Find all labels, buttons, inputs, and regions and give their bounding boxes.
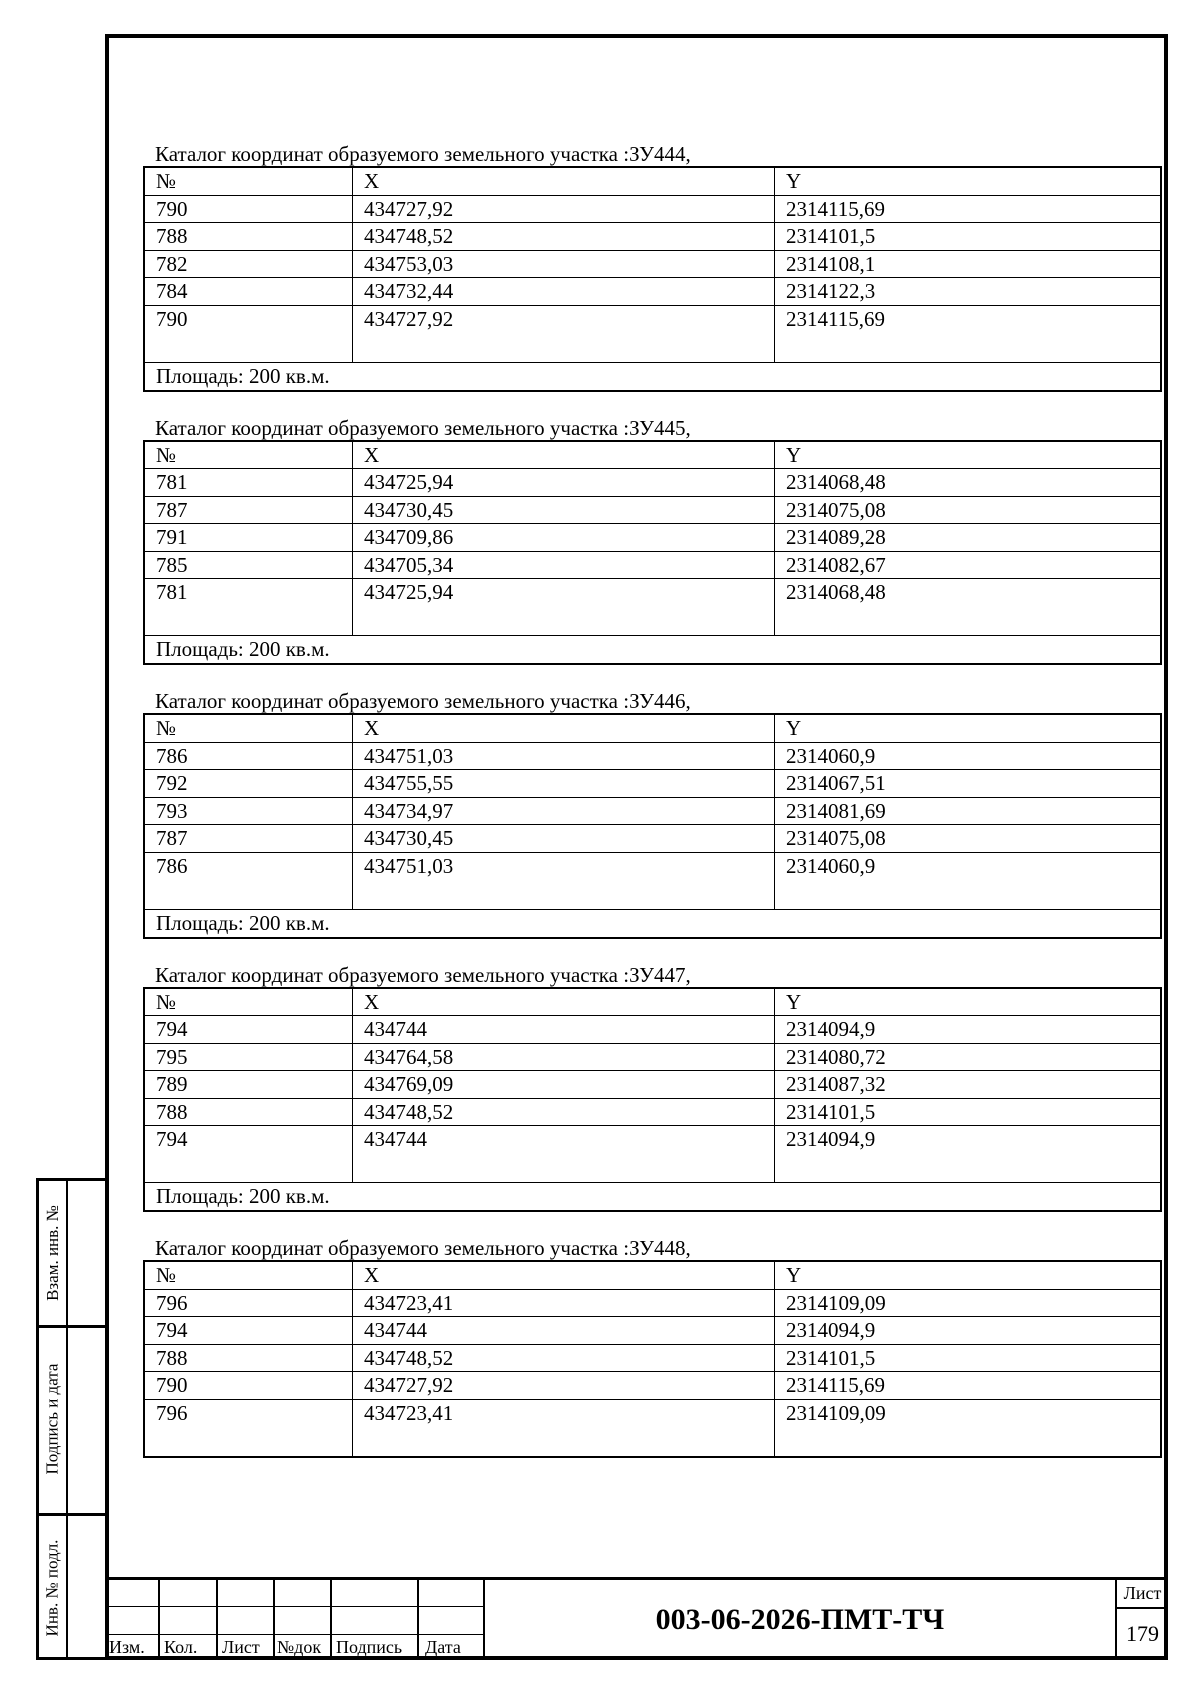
table-row (144, 797, 1161, 825)
table-cell: 782 (144, 250, 353, 278)
table-cell: 434748,52 (353, 223, 775, 251)
table-row (144, 223, 1161, 251)
table-cell: 2314101,5 (775, 1344, 1162, 1372)
table-cell: 434769,09 (353, 1071, 775, 1099)
table-cell: 434755,55 (353, 770, 775, 798)
area-row (144, 909, 1161, 938)
table-cell: 434748,52 (353, 1344, 775, 1372)
table-cell: 792 (144, 770, 353, 798)
table-cell: 2314101,5 (775, 1098, 1162, 1126)
table-row (144, 1317, 1161, 1345)
table-cell: 788 (144, 223, 353, 251)
table-cell: 434727,92 (353, 195, 775, 223)
table-row (144, 770, 1161, 798)
area-cell: Площадь: 200 кв.м. (144, 362, 1161, 391)
catalog-caption: Каталог координат образуемого земельного участка :ЗУ447, (155, 962, 691, 987)
table-cell: 795 (144, 1043, 353, 1071)
catalog-block (143, 416, 1162, 666)
table-row (144, 1399, 1161, 1457)
header-cell: Y (775, 988, 1162, 1016)
table-cell: 794 (144, 1016, 353, 1044)
table-cell: 2314108,1 (775, 250, 1162, 278)
table-row (144, 742, 1161, 770)
side-label-inv: Инв. № подл. (42, 1539, 62, 1637)
table-cell: 2314068,48 (775, 579, 1162, 636)
table-cell: 786 (144, 852, 353, 909)
table-cell: 434705,34 (353, 551, 775, 579)
table-cell: 2314081,69 (775, 797, 1162, 825)
table-row (144, 825, 1161, 853)
table-cell: 781 (144, 469, 353, 497)
table-cell: 434744 (353, 1126, 775, 1183)
side-label-podpis: Подпись и дата (42, 1363, 62, 1475)
catalog-block (143, 963, 1162, 1213)
table-cell: 787 (144, 496, 353, 524)
coordinate-table (143, 166, 1162, 392)
table-cell: 793 (144, 797, 353, 825)
table-row (144, 852, 1161, 909)
table-cell: 434730,45 (353, 496, 775, 524)
coordinate-table (143, 440, 1162, 666)
table-cell: 434727,92 (353, 305, 775, 362)
table-cell: 2314080,72 (775, 1043, 1162, 1071)
table-cell: 786 (144, 742, 353, 770)
table-cell: 788 (144, 1098, 353, 1126)
catalog-block (143, 689, 1162, 939)
table-cell: 794 (144, 1317, 353, 1345)
stamp-col-izm (105, 1580, 160, 1660)
table-cell: 2314075,08 (775, 496, 1162, 524)
table-cell: 2314094,9 (775, 1126, 1162, 1183)
catalog-caption: Каталог координат образуемого земельного участка :ЗУ448, (155, 1236, 691, 1260)
table-cell: 2314115,69 (775, 305, 1162, 362)
stamp-col-kol (160, 1580, 218, 1660)
table-cell: 2314060,9 (775, 852, 1162, 909)
table-cell: 796 (144, 1289, 353, 1317)
table-cell: 2314060,9 (775, 742, 1162, 770)
table-row (144, 1126, 1161, 1183)
table-cell: 790 (144, 195, 353, 223)
header-cell: X (353, 441, 775, 469)
header-cell: X (353, 714, 775, 742)
table-cell: 434751,03 (353, 742, 775, 770)
area-row (144, 362, 1161, 391)
table-row (144, 579, 1161, 636)
document-code: 003-06-2026-ПМТ-ТЧ (655, 1603, 945, 1636)
header-row (144, 167, 1161, 195)
catalog-caption: Каталог координат образуемого земельного участка :ЗУ444, (155, 142, 691, 166)
table-row (144, 1289, 1161, 1317)
header-cell: X (353, 167, 775, 195)
table-row (144, 1098, 1161, 1126)
area-cell: Площадь: 200 кв.м. (144, 909, 1161, 938)
header-row (144, 714, 1161, 742)
stamp-label-list: Лист (222, 1637, 260, 1657)
side-stamp (36, 1178, 109, 1660)
stamp-label-ndok: №док (277, 1637, 322, 1657)
coordinate-table (143, 713, 1162, 939)
header-cell: № (144, 714, 353, 742)
table-cell: 2314094,9 (775, 1317, 1162, 1345)
table-cell: 2314109,09 (775, 1399, 1162, 1457)
table-row (144, 250, 1161, 278)
table-cell: 781 (144, 579, 353, 636)
table-cell: 790 (144, 305, 353, 362)
stamp-label-podpis: Подпись (336, 1637, 403, 1657)
header-row (144, 988, 1161, 1016)
catalog-caption: Каталог координат образуемого земельного участка :ЗУ446, (155, 689, 691, 713)
table-cell: 434764,58 (353, 1043, 775, 1071)
table-cell: 788 (144, 1344, 353, 1372)
catalog-block (143, 1236, 1162, 1458)
table-cell: 434748,52 (353, 1098, 775, 1126)
table-row (144, 524, 1161, 552)
table-cell: 2314087,32 (775, 1071, 1162, 1099)
table-cell: 784 (144, 278, 353, 306)
header-cell: № (144, 988, 353, 1016)
table-cell: 434732,44 (353, 278, 775, 306)
table-row (144, 1071, 1161, 1099)
table-cell: 2314115,69 (775, 1372, 1162, 1400)
table-cell: 787 (144, 825, 353, 853)
header-row (144, 441, 1161, 469)
coordinate-table (143, 987, 1162, 1213)
table-cell: 2314109,09 (775, 1289, 1162, 1317)
table-cell: 434734,97 (353, 797, 775, 825)
table-row (144, 1372, 1161, 1400)
table-cell: 434723,41 (353, 1399, 775, 1457)
table-cell: 434727,92 (353, 1372, 775, 1400)
side-label-vzam: Взам. инв. № (42, 1205, 62, 1301)
table-cell: 2314101,5 (775, 223, 1162, 251)
table-row (144, 305, 1161, 362)
header-cell: № (144, 441, 353, 469)
table-row (144, 496, 1161, 524)
header-cell: X (353, 1261, 775, 1289)
table-cell: 2314082,67 (775, 551, 1162, 579)
stamp-col-data (419, 1580, 485, 1660)
table-cell: 2314067,51 (775, 770, 1162, 798)
table-cell: 2314075,08 (775, 825, 1162, 853)
table-cell: 434744 (353, 1016, 775, 1044)
header-cell: X (353, 988, 775, 1016)
table-cell: 434725,94 (353, 579, 775, 636)
sheet-label: Лист (1117, 1580, 1168, 1609)
area-row (144, 636, 1161, 665)
stamp-label-kol: Кол. (164, 1637, 198, 1657)
table-cell: 790 (144, 1372, 353, 1400)
table-row (144, 551, 1161, 579)
table-row (144, 195, 1161, 223)
table-row (144, 1016, 1161, 1044)
stamp-label-izm: Изм. (109, 1637, 145, 1657)
coordinate-catalogs (143, 142, 1162, 1482)
table-cell: 2314122,3 (775, 278, 1162, 306)
area-cell: Площадь: 200 кв.м. (144, 636, 1161, 665)
catalog-caption: Каталог координат образуемого земельного участка :ЗУ445, (155, 415, 691, 440)
catalog-block (143, 142, 1162, 392)
table-cell: 434723,41 (353, 1289, 775, 1317)
header-cell: Y (775, 441, 1162, 469)
table-cell: 794 (144, 1126, 353, 1183)
header-cell: № (144, 1261, 353, 1289)
table-cell: 2314068,48 (775, 469, 1162, 497)
header-cell: Y (775, 167, 1162, 195)
area-row (144, 1183, 1161, 1212)
header-cell: Y (775, 1261, 1162, 1289)
table-cell: 2314115,69 (775, 195, 1162, 223)
sheet-number: 179 (1126, 1621, 1159, 1646)
table-cell: 434751,03 (353, 852, 775, 909)
header-cell: № (144, 167, 353, 195)
header-cell: Y (775, 714, 1162, 742)
stamp-col-podpis (332, 1580, 419, 1660)
stamp-col-ndok (275, 1580, 332, 1660)
table-cell: 434725,94 (353, 469, 775, 497)
area-cell: Площадь: 200 кв.м. (144, 1183, 1161, 1212)
table-cell: 789 (144, 1071, 353, 1099)
table-cell: 796 (144, 1399, 353, 1457)
table-cell: 434730,45 (353, 825, 775, 853)
table-row (144, 278, 1161, 306)
header-row (144, 1261, 1161, 1289)
title-block (105, 1577, 1168, 1660)
table-cell: 434709,86 (353, 524, 775, 552)
table-cell: 434753,03 (353, 250, 775, 278)
table-row (144, 469, 1161, 497)
sheet-box (1115, 1580, 1168, 1660)
table-cell: 791 (144, 524, 353, 552)
coordinate-table (143, 1260, 1162, 1458)
table-cell: 2314089,28 (775, 524, 1162, 552)
table-row (144, 1344, 1161, 1372)
table-cell: 434744 (353, 1317, 775, 1345)
stamp-col-list (218, 1580, 275, 1660)
table-row (144, 1043, 1161, 1071)
table-cell: 785 (144, 551, 353, 579)
stamp-label-data: Дата (425, 1637, 461, 1657)
table-cell: 2314094,9 (775, 1016, 1162, 1044)
